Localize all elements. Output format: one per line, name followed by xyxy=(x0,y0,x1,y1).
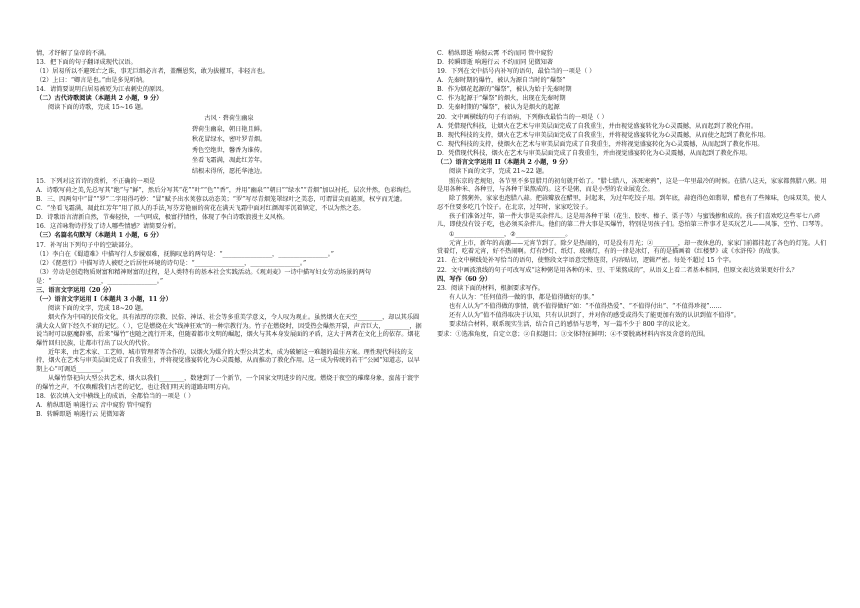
right-text-line: 要求结合材料，联系现实生活，结合自己的感悟与思考，写一篇不少于 800 字的议论文。 xyxy=(449,321,694,329)
right-text-line: C．作为起源于“爆祭”的烟火，出现在先秦时期 xyxy=(437,95,566,103)
left-text-line: （1）居易所以不避死亡之诛，事无巨细必言者，盖酬恩奖，敢为拔擢耳，非轻言也。 xyxy=(36,67,269,75)
right-text-line: 22．文中画波浪线的句子可改写成“这种粥是用各种的米、豆、干果熬成的”，从语义上看二者基本相同，但原文表达效果更好什么？ xyxy=(437,266,798,274)
right-text-line: 除了熬粥外，家家也泡腊八蒜。把蒜瓣放在醋里，封起来，为过年吃饺子用。到年底，蒜泡得色如翡翠，醋也有了些辣味，色味双美，使人忍不住要多吃几个饺子。在北京，过年时，家家吃饺子。 xyxy=(437,195,827,211)
left-text-line: D．诗歌语言清新自然，节奏轻快，一气呵成，极富抒情性，体现了李白诗歌浪漫主义风格。 xyxy=(36,214,289,222)
right-text-line: 也有人认为“不值得做的事情，就不值得做好”如：“不值得热爱”、“不值得付出”、“不值得珍视”…… xyxy=(449,303,722,311)
left-column xyxy=(36,49,422,420)
left-text-line: 碧荷生幽泉，朝日艳且鲜。 xyxy=(191,125,267,133)
right-text-line: B．现代科技的支持，烟火在艺术与审美层面完成了自我重生，并将视觉盛宴转化为心灵震撼，从而使之起到了教化作用。 xyxy=(437,131,770,139)
right-text-line: （二）语言文字运用 II（本题共 2 小题，9 分） xyxy=(437,159,572,167)
right-text-line: C．现代科技的支持，使烟火在艺术与审美层面完成了自我重生，并将视觉盛宴转化为心灵震撼，从而起到了教化作用。 xyxy=(437,141,764,148)
left-text-line: 阅读下面的诗歌，完成 15~16 题。 xyxy=(48,104,148,112)
left-text-line: 坐看飞霜满，凋此红芳年。 xyxy=(191,157,267,165)
right-text-line: 要求：①选准角度，自定立意；②自拟题目；③文体特征鲜明；④不要脱离材料内容及含意的范围。 xyxy=(437,330,710,338)
left-text-line: （2）《琵琶行》中描写诗人被贬之后居住环境的诗句是：“________________，________________。” xyxy=(36,259,307,267)
left-text-line: （3）劳动是创造物质财富和精神财富的过程，是人类特有的基本社会实践活动。《观刈麦》一诗中描写妇女劳动场景的两句是：“________________，________________。” xyxy=(36,269,371,285)
left-text-line: 结根未得所，愿托华池边。 xyxy=(191,168,267,176)
right-text-line: 照东京的老规矩，各节里不多显腊月的初旬就开始了。“腊七腊八，冻死寒鸦”，这是一年里最冷的时候。在腊八这天，家家都熬腊八粥。用是用各种米、各种豆，与各种干果熬成的。这不是粥，而是小型的农业展览会。 xyxy=(437,177,827,194)
right-text-line: A．凭借现代科技，让烟火在艺术与审美层面完成了自我重生，并由视觉盛宴转化为心灵震撼，从而起到了教化作用。 xyxy=(437,122,758,130)
left-text-line: A．稍纵即逝 响遏行云 音中窥豹 管中窥豹 xyxy=(36,402,152,409)
right-text-line: 还有人认为“值不值得取决于认知，只有认识到了，并对你的感受或得失了能更加有效的认识到值不值得”。 xyxy=(449,312,740,320)
left-text-line: （三）名篇名句默写（本题共 1 小题，6 分） xyxy=(36,232,163,240)
right-text-line: D．转瞬即逝 响遏行云 不约而同 见微知著 xyxy=(437,58,554,66)
left-text-line: （1）李白在《蜀道难》中描写行人步履艰难，抚胸叹息的两句是：“________________，________________。” xyxy=(36,250,334,258)
left-text-line: （一）语言文字运用 I（本题共 3 小题，11 分） xyxy=(36,295,172,303)
left-text-line: 15．下列对这首诗的赏析，不正确的一项是 xyxy=(36,177,156,185)
right-text-line: 19．下列在文中括号内补写的语句，最恰当的一项是（ ） xyxy=(437,67,596,75)
right-text-line: 23．阅读下面的材料，根据要求写作。 xyxy=(437,284,544,292)
right-text-line: D．先秦时期的“爆祭”，被认为是烟火的起源 xyxy=(437,104,560,112)
left-text-line: B．三、四两句中“冒”“罗”二字用得巧妙：“冒”赋予出水荚蓉以动态美；“罗”写尽青烟笼罩绿叶之美态，可谓冒尖而越顶，权亨而无遗。 xyxy=(36,195,407,203)
right-text-line: 21．在文中横线处补写恰当的语句，使整段文字语意完整连贯，内容贴切，逻辑严密。每处不超过 15 个字。 xyxy=(437,257,736,265)
right-text-line: A．先秦时期的爆竹，被认为源自当时的“爆祭” xyxy=(437,77,566,85)
left-text-line: 14．请简要说明白居易被贬为江表刺史的原因。 xyxy=(36,86,168,94)
left-text-line: 近年来，由艺术家、工艺师、城市管理者等合作的，以烟火为媒介的大型公共艺术，成为破解这一难题的最佳方案。理性现代科技的支持，烟火在艺术与审美层面完成了自我重生，并将视觉盛宴转化为心灵震撼，从而推动了教化作用。这一成为传统的若干“公园”知道志，以早期上心“可调适________。 xyxy=(36,348,420,374)
left-text-line: 秀色空绝世，馨香为谁传。 xyxy=(191,146,267,154)
right-text-line: 20．文中画横线的句子有语病，下列修改最恰当的一项是（ ） xyxy=(437,113,608,121)
right-text-line: B．作为烟花起源的“爆祭”，被认为始于先秦时期 xyxy=(437,86,572,94)
right-text-line: C．稍纵即逝 响彻云霄 不约而同 管中窥豹 xyxy=(437,49,553,57)
left-text-line: 从爆竹祭祀向大型公共艺术，烟火以我们________，数建到了一个新节，一个国家文明进步的尺度。燃烧于夜空的璀璨身象，蛮荡于寰宇的爆竹之声，不仅唤醒我们古老的记忆，也让我们明天的道路却明方向。 xyxy=(36,375,420,391)
right-text-line: 阅读下面的文字，完成 21~22 题。 xyxy=(449,168,549,176)
left-text-line: 阅读下面的文字，完成 18~20 题。 xyxy=(48,305,148,313)
left-text-line: 古风 · 碧荷生幽泉 xyxy=(204,114,254,122)
left-text-line: 秋花冒绿水，密叶罗青烟。 xyxy=(191,136,267,144)
left-text-line: （二）古代诗歌阅读（本题共 2 小题，9 分） xyxy=(36,95,163,103)
left-text-line: 13．把下面的句子翻译成现代汉语。 xyxy=(36,58,137,66)
right-text-line: 四、写作（60 分） xyxy=(437,275,492,283)
right-text-line: ①________________，②________________。 xyxy=(449,230,572,238)
right-column xyxy=(437,49,827,340)
right-text-line: D．凭借现代科技，烟火在艺术与审美层面完成了自我重生，并由视觉盛宴转化为心灵震撼，从而起到了教化作用。 xyxy=(437,150,752,158)
left-text-line: 17．补写出下列句子中的空缺部分。 xyxy=(36,241,137,249)
left-text-line: （2）上曰：“卿言是也。”由是多见听纳。 xyxy=(36,77,149,85)
left-text-line: 烟火作为中国的民俗文化，具有浓厚的宗教、民俗、神话、社会等多重美学意义，令人叹为观止。虽然烟火在天空________，却以其乐圆满大众人留下经久不衰的记忆。（ ），它是燃烧在火“线神狂欢”的一种宗教行为。竹子在燃烧时，因受热会爆然开裂，声音巨大，________，据说当时可以驱魔辟邪，后来“爆竹”也随之流行开来，但随着都市文明的崛起，烟火与其本身发展面的矛盾，这大于两者在文化上的依存。烟花爆竹回归民族，让都市行出了以火的代价。 xyxy=(36,314,422,347)
left-text-line: A．诗歌写荷之美,先总写其“绝”与“鲜”，然后分写其“花”“叶”“色”“香”，并用“幽泉”“朝日”“绿水”“青烟”加以衬托，层次井然，色彩绚烂。 xyxy=(36,186,416,194)
left-text-line: 三、语言文字运用（20 分） xyxy=(36,286,115,294)
right-text-line: 元宵上市，新年的高潮——元宵节到了。除夕是热闹的，可是没有月光；②________，却一夜休息的，家家门前都挂起了各色的灯笼。人们赏着灯，吃着元宵，好不热闹啊。灯有纱灯、纸灯、玻璃灯，有的一律是冰灯，有的是描画着《红楼梦》或《水浒传》的故事。 xyxy=(437,239,827,256)
right-text-line: 孩子们准备过年，第一件大事是买杂拌儿。这是用各种干果（花生、胶枣、榛子、栗子等）与蜜饯掺和成的。孩子们喜欢吃这些零七八碎儿，即使没有饺子吃，也必须买杂拌儿。他们的第二件大事是买爆竹，特别是男孩子们。恐怕第三件事才是买玩艺儿——风筝、空竹、口琴等。 xyxy=(437,212,827,229)
right-text-line: 有人认为：“任何值得一做的事，都是值得做好的事。” xyxy=(449,294,595,302)
left-text-line: B．转瞬即逝 响遏行云 见微知著 xyxy=(36,411,125,419)
left-text-line: C．“坐看飞霜满，凋此红芳年”用了拟人的手法,写芬芳艳丽的荷花在满天飞霜中面对红颜凋零沉着镇定，不以为然之态。 xyxy=(36,205,365,213)
left-text-line: 情，才纾解了皇帝的不满。 xyxy=(36,49,111,57)
left-text-line: 16．这首咏物诗抒发了诗人哪些情感？请简要分析。 xyxy=(36,223,180,231)
left-text-line: 18．依次填入文中横线上的成语，全都恰当的一项是（ ） xyxy=(36,392,195,400)
